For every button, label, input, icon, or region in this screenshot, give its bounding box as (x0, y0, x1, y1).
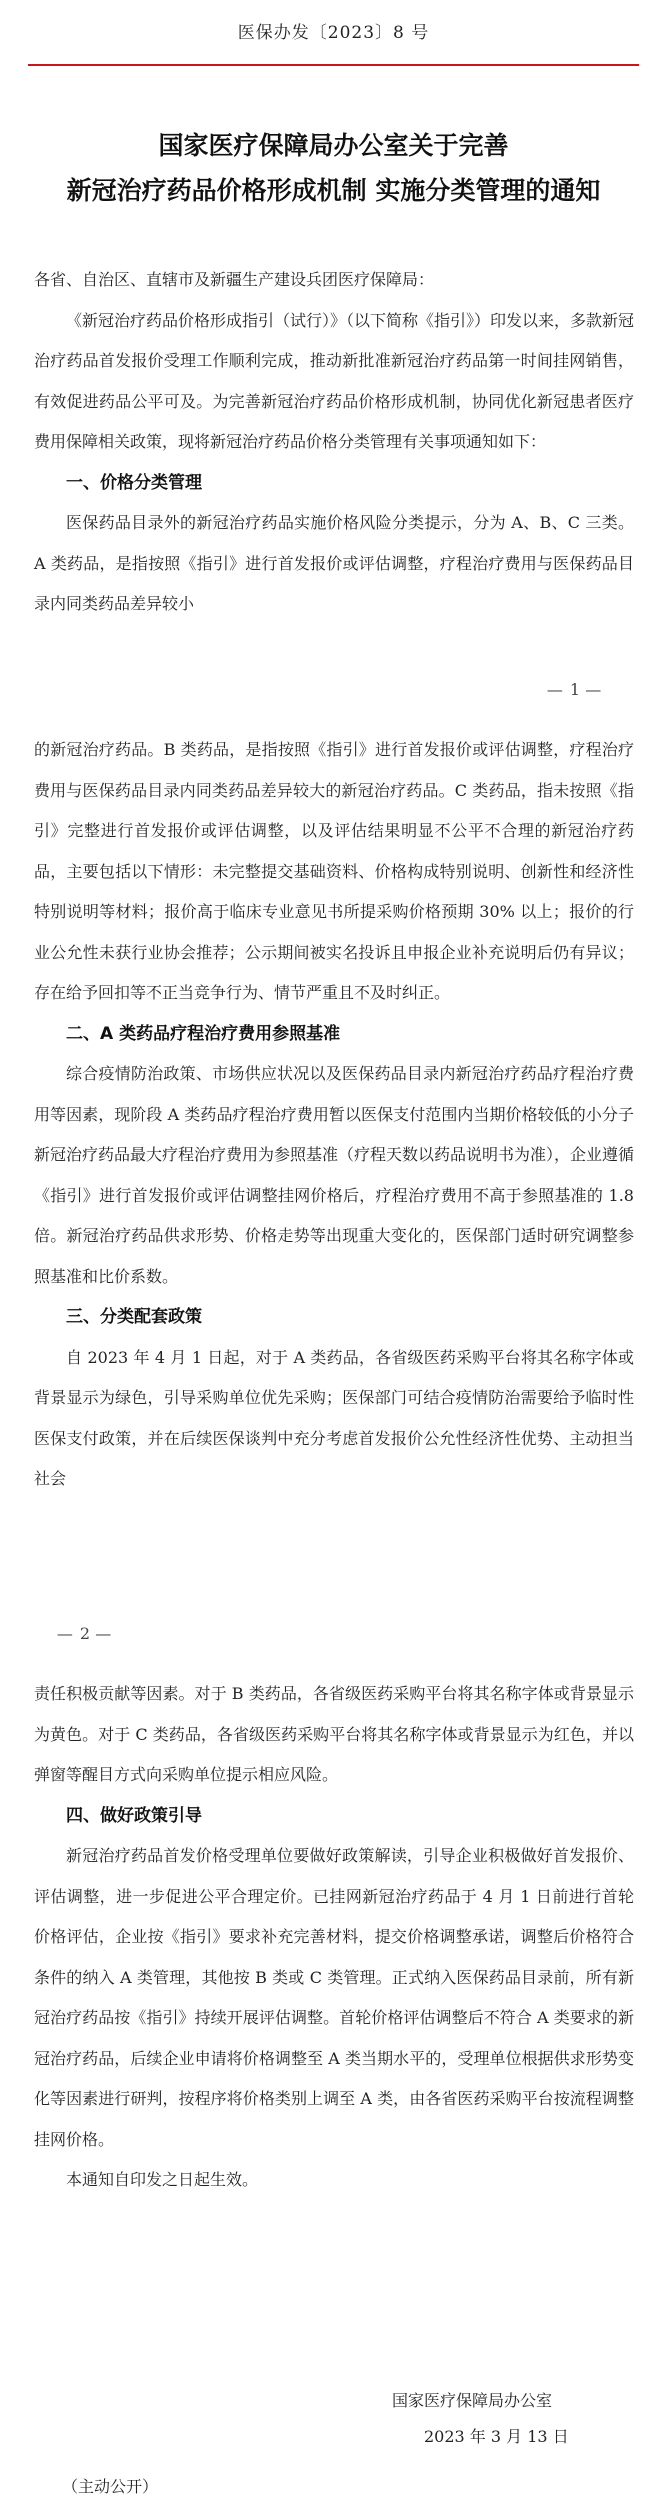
section-3-paragraph-part-1: 自 2023 年 4 月 1 日起，对于 A 类药品，各省级医药采购平台将其名称字体或背景显示为绿色，引导采购单位优先采购；医保部门可结合疫情防治需要给予临时性医保支付政策，并在后续医保谈判中充分考虑首发报价公允性经济性优势、主动担当社会 (34, 1347, 634, 1488)
section-4-paragraph: 新冠治疗药品首发价格受理单位要做好政策解读，引导企业积极做好首发报价、评估调整，进一步促进公平合理定价。已挂网新冠治疗药品于 4 月 1 日前进行首轮价格评估，企业按《指引》要求补充完善材料，提交价格调整承诺，调整后价格符合条件的纳入 A 类管理，其他按 B 类或 C 类管理。正式纳入医保药品目录前，所有新冠治疗药品按《指引》持续开展评估调整。首轮价格评估调整后不符合 A 类要求的新冠治疗药品，后续企业申请将价格调整至 A 类当期水平的，受理单位根据供求形势变化等因素进行研判，按程序将价格类别上调至 A 类，由各省医药采购平台按流程调整挂网价格。 (34, 1846, 634, 2149)
page-1-body (34, 260, 634, 625)
section-heading-1: 一、价格分类管理 (66, 472, 202, 493)
disclosure-note: （主动公开） (62, 2477, 159, 2496)
closing-sentence: 本通知自印发之日起生效。 (66, 2170, 259, 2189)
section-heading-4: 四、做好政策引导 (66, 1805, 202, 1826)
page-3-body (34, 1674, 634, 2201)
intro-paragraph: 《新冠治疗药品价格形成指引（试行）》（以下简称《指引》）印发以来，多款新冠治疗药品首发报价受理工作顺利完成，推动新批准新冠治疗药品第一时间挂网销售，有效促进药品公平可及。为完善新冠治疗药品价格形成机制，协同优化新冠患者医疗费用保障相关政策，现将新冠治疗药品价格分类管理有关事项通知如下： (34, 310, 635, 451)
section-heading-3: 三、分类配套政策 (66, 1307, 202, 1327)
signature-date: 2023 年 3 月 13 日 (424, 2427, 569, 2446)
addressee: 各省、自治区、直辖市及新疆生产建设兵团医疗保障局： (34, 270, 435, 289)
header-rule (28, 64, 639, 66)
document-title-line-1: 国家医疗保障局办公室关于完善 (158, 131, 509, 160)
section-3-paragraph-part-2: 责任积极贡献等因素。对于 B 类药品，各省级医药采购平台将其名称字体或背景显示为黄色。对于 C 类药品，各省级医药采购平台将其名称字体或背景显示为红色，并以弹窗等醒目方式向采购单位提示相应风险。 (34, 1684, 634, 1784)
page-number-2: — 2 — (56, 1624, 114, 1643)
document-number: 医保办发〔2023〕8 号 (237, 23, 430, 43)
page-2-body (34, 730, 634, 1500)
section-heading-2: 二、A 类药品疗程治疗费用参照基准 (66, 1023, 341, 1044)
document-title-line-2: 新冠治疗药品价格形成机制 实施分类管理的通知 (66, 176, 601, 205)
page-number-1-value: 1 (569, 680, 581, 699)
signature-organization: 国家医疗保障局办公室 (392, 2391, 553, 2410)
section-2-paragraph: 综合疫情防治政策、市场供应状况以及医保药品目录内新冠治疗药品疗程治疗费用等因素，现阶段 A 类药品疗程治疗费用暂以医保支付范围内当期价格较低的小分子新冠治疗药品最大疗程治疗费用为参照基准（疗程天数以药品说明书为准），企业遵循《指引》进行首发报价或评估调整挂网价格后，疗程治疗费用不高于参照基准的 1.8 倍。新冠治疗药品供求形势、价格走势等出现重大变化的，医保部门适时研究调整参照基准和比价系数。 (34, 1064, 635, 1286)
page-number-1: — 1 — (546, 680, 604, 699)
page-number-2-value: 2 (79, 1624, 91, 1643)
section-1-paragraph-part-2: 的新冠治疗药品。B 类药品，是指按照《指引》进行首发报价或评估调整，疗程治疗费用与医保药品目录内同类药品差异较大的新冠治疗药品。C 类药品，指未按照《指引》完整进行首发报价或评估调整，以及评估结果明显不公平不合理的新冠治疗药品，主要包括以下情形：未完整提交基础资料、价格构成特别说明、创新性和经济性特别说明等材料；报价高于临床专业意见书所提采购价格预期 30% 以上；报价的行业公允性未获行业协会推荐；公示期间被实名投诉且申报企业补充说明后仍有异议；存在给予回扣等不正当竞争行为、情节严重且不及时纠正。 (34, 740, 634, 1002)
section-1-paragraph-part-1: 医保药品目录外的新冠治疗药品实施价格风险分类提示，分为 A、B、C 三类。A 类药品，是指按照《指引》进行首发报价或评估调整，疗程治疗费用与医保药品目录内同类药品差异较小 (34, 513, 634, 613)
